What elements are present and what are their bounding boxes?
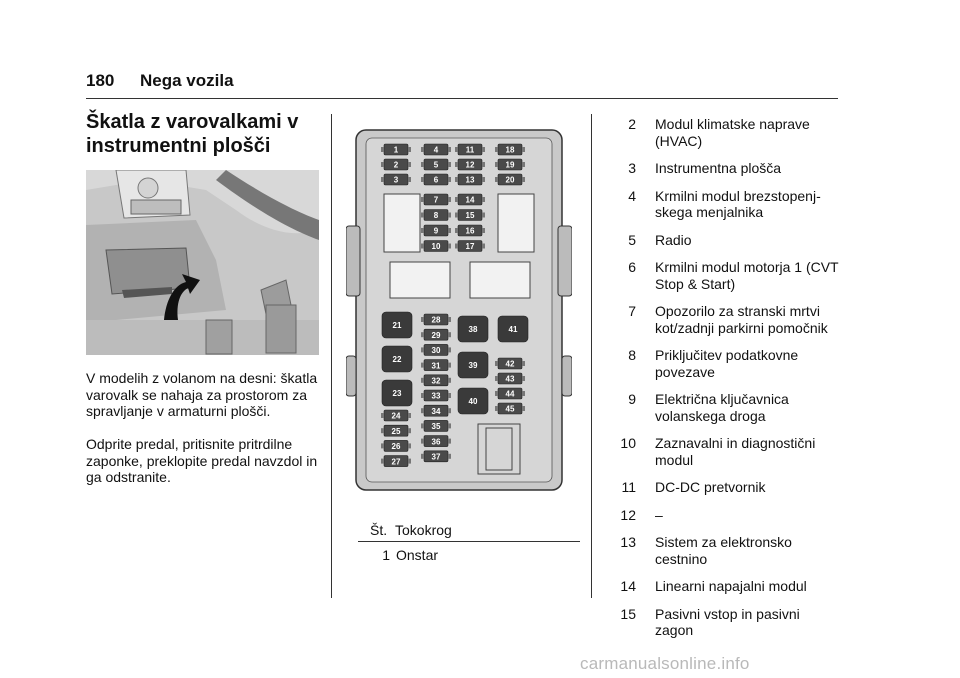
fuse-9 (421, 225, 451, 236)
svg-text:31: 31 (431, 361, 441, 371)
svg-text:39: 39 (468, 361, 478, 370)
svg-text:36: 36 (431, 437, 441, 447)
fuse-7 (421, 194, 451, 205)
item-number: 15 (620, 605, 636, 622)
list-item (609, 606, 841, 639)
fuse-list (609, 116, 841, 650)
item-text: DC-DC pretvornik (655, 479, 766, 495)
item-number: 7 (628, 303, 636, 319)
item-text: Radio (655, 231, 692, 248)
list-item (609, 507, 841, 524)
item-text: Pasivni vstop in pasivni zagon (655, 605, 800, 638)
list-item (609, 578, 841, 595)
svg-text:26: 26 (391, 442, 401, 452)
fuse-43 (495, 373, 525, 384)
svg-text:6: 6 (433, 175, 439, 185)
column-number-header: Št. (370, 522, 388, 538)
svg-text:7: 7 (433, 195, 439, 205)
item-number: 13 (620, 534, 636, 550)
svg-text:5: 5 (433, 160, 439, 170)
item-text: Sistem za elektronsko cestnino (655, 534, 792, 567)
fuse-22 (382, 346, 412, 372)
svg-text:19: 19 (505, 160, 515, 170)
item-number: 2 (628, 116, 636, 132)
fuse-45 (495, 403, 525, 414)
fuse-12 (455, 159, 485, 170)
column-circuit-header: Tokokrog (395, 522, 452, 538)
svg-text:35: 35 (431, 422, 441, 432)
fuse-11 (455, 144, 485, 155)
fuse-21 (382, 312, 412, 338)
fuse-15 (455, 210, 485, 221)
section-title: Škatla z varovalkami v instrumentni plošči (86, 111, 299, 157)
fuse-16 (455, 225, 485, 236)
svg-text:9: 9 (433, 226, 439, 236)
item-number: 10 (620, 435, 636, 451)
fuse-44 (495, 388, 525, 399)
item-text: Krmilni modul motorja 1 (CVT Stop & Start) (655, 259, 839, 292)
svg-text:12: 12 (465, 160, 475, 170)
item-number: 11 (621, 479, 636, 495)
list-item (609, 435, 841, 468)
svg-text:38: 38 (468, 325, 478, 334)
fuse-29 (421, 329, 451, 340)
item-number: 12 (620, 506, 636, 523)
fuse-34 (421, 405, 451, 416)
fuse-31 (421, 360, 451, 371)
svg-text:33: 33 (431, 391, 441, 401)
svg-text:27: 27 (391, 457, 401, 467)
dashboard-illustration (86, 170, 319, 355)
list-item (609, 232, 841, 249)
fuse-17 (455, 241, 485, 252)
item-text: Instrumentna plošča (655, 160, 782, 176)
svg-text:29: 29 (431, 330, 441, 340)
svg-text:32: 32 (431, 376, 441, 386)
fuse-8 (421, 210, 451, 221)
fuse-32 (421, 375, 451, 386)
fuse-3 (381, 174, 411, 185)
svg-text:17: 17 (465, 242, 475, 252)
item-number: 4 (628, 187, 636, 204)
svg-text:11: 11 (465, 145, 475, 155)
svg-text:8: 8 (433, 211, 439, 221)
fuse-33 (421, 390, 451, 401)
fuse-18 (495, 144, 525, 155)
svg-text:18: 18 (505, 145, 515, 155)
column-divider-left (331, 114, 332, 598)
fuse-6 (421, 174, 451, 185)
fuse-13 (455, 174, 485, 185)
fuse-27 (381, 456, 411, 467)
fuse-37 (421, 451, 451, 462)
item-number: 8 (628, 347, 636, 363)
fuse-4 (421, 144, 451, 155)
fuse-40 (458, 388, 488, 414)
svg-text:22: 22 (392, 355, 402, 364)
svg-text:10: 10 (431, 242, 441, 252)
svg-text:2: 2 (393, 160, 399, 170)
fuse-39 (458, 352, 488, 378)
watermark: carmanualsonline.info (580, 654, 750, 673)
svg-text:21: 21 (392, 321, 402, 330)
fuse-14 (455, 194, 485, 205)
item-text: Priključitev podatkovne povezave (655, 347, 799, 380)
fuse-42 (495, 358, 525, 369)
fuse-38 (458, 316, 488, 342)
svg-text:43: 43 (505, 374, 515, 384)
svg-text:1: 1 (393, 145, 399, 155)
item-text: Električna ključavnica volanskega droga (655, 391, 789, 424)
svg-text:24: 24 (391, 411, 401, 421)
list-item (609, 347, 841, 380)
item-text: Modul klimatske naprave (HVAC) (655, 116, 810, 149)
fuse-20 (495, 174, 525, 185)
list-item (609, 188, 841, 221)
fuse-24 (381, 410, 411, 421)
fuse-1 (381, 144, 411, 155)
svg-text:41: 41 (508, 325, 518, 334)
fuse-5 (421, 159, 451, 170)
svg-text:34: 34 (431, 406, 441, 416)
fuse-10 (421, 241, 451, 252)
paragraph-location: V modelih z volanom na desni: škatla varovalk se nahaja za prostorom za spravljanje v armaturni plošči. (86, 370, 318, 419)
fuse-35 (421, 420, 451, 431)
list-item (609, 534, 841, 567)
list-item (609, 479, 841, 496)
fuse-26 (381, 440, 411, 451)
svg-text:30: 30 (431, 346, 441, 356)
fuse-25 (381, 425, 411, 436)
item-text: Opozorilo za stranski mrtvi kot/zadnji parkirni pomočnik (655, 303, 828, 336)
svg-text:20: 20 (505, 175, 515, 185)
fuse-28 (421, 314, 451, 325)
svg-text:44: 44 (505, 389, 515, 399)
fuse-2 (381, 159, 411, 170)
column-divider-right (591, 114, 592, 598)
fuse-36 (421, 436, 451, 447)
table-divider (358, 541, 580, 542)
page-header-title: Nega vozila (140, 71, 234, 90)
svg-text:3: 3 (393, 175, 399, 185)
svg-text:45: 45 (505, 404, 515, 414)
item-text: Zaznavalni in diagnostični modul (655, 435, 816, 468)
item-text: Linearni napajalni modul (655, 578, 807, 594)
item-number: 5 (628, 231, 636, 248)
fuse-23 (382, 380, 412, 406)
page-number: 180 (86, 71, 115, 90)
list-item (609, 259, 841, 292)
item-number: 6 (628, 259, 636, 275)
fuse-19 (495, 159, 525, 170)
svg-text:4: 4 (433, 145, 439, 155)
header-divider (86, 98, 838, 99)
svg-text:28: 28 (431, 315, 441, 325)
list-item (609, 391, 841, 424)
item-number: 9 (628, 391, 636, 407)
fuse-box-diagram (346, 126, 572, 494)
row-number: 1 (382, 547, 390, 563)
svg-text:16: 16 (465, 226, 475, 236)
svg-text:13: 13 (465, 175, 475, 185)
svg-text:40: 40 (468, 397, 478, 406)
svg-text:15: 15 (465, 211, 475, 221)
list-item (609, 116, 841, 149)
svg-text:37: 37 (431, 452, 441, 462)
row-circuit: Onstar (396, 547, 439, 563)
item-text: Krmilni modul brezstopenj- skega menjalnika (655, 187, 821, 220)
item-number: 14 (620, 578, 636, 594)
svg-text:14: 14 (465, 195, 475, 205)
item-text: – (655, 506, 663, 523)
list-item (609, 303, 841, 336)
paragraph-instructions: Odprite predal, pritisnite pritrdilne zaponke, preklopite predal navzdol in ga odstranite. (86, 436, 318, 485)
svg-text:42: 42 (505, 359, 515, 369)
svg-text:25: 25 (391, 426, 401, 436)
svg-text:23: 23 (392, 389, 402, 398)
item-number: 3 (628, 160, 636, 176)
fuse-41 (498, 316, 528, 342)
fuse-30 (421, 344, 451, 355)
list-item (609, 160, 841, 177)
